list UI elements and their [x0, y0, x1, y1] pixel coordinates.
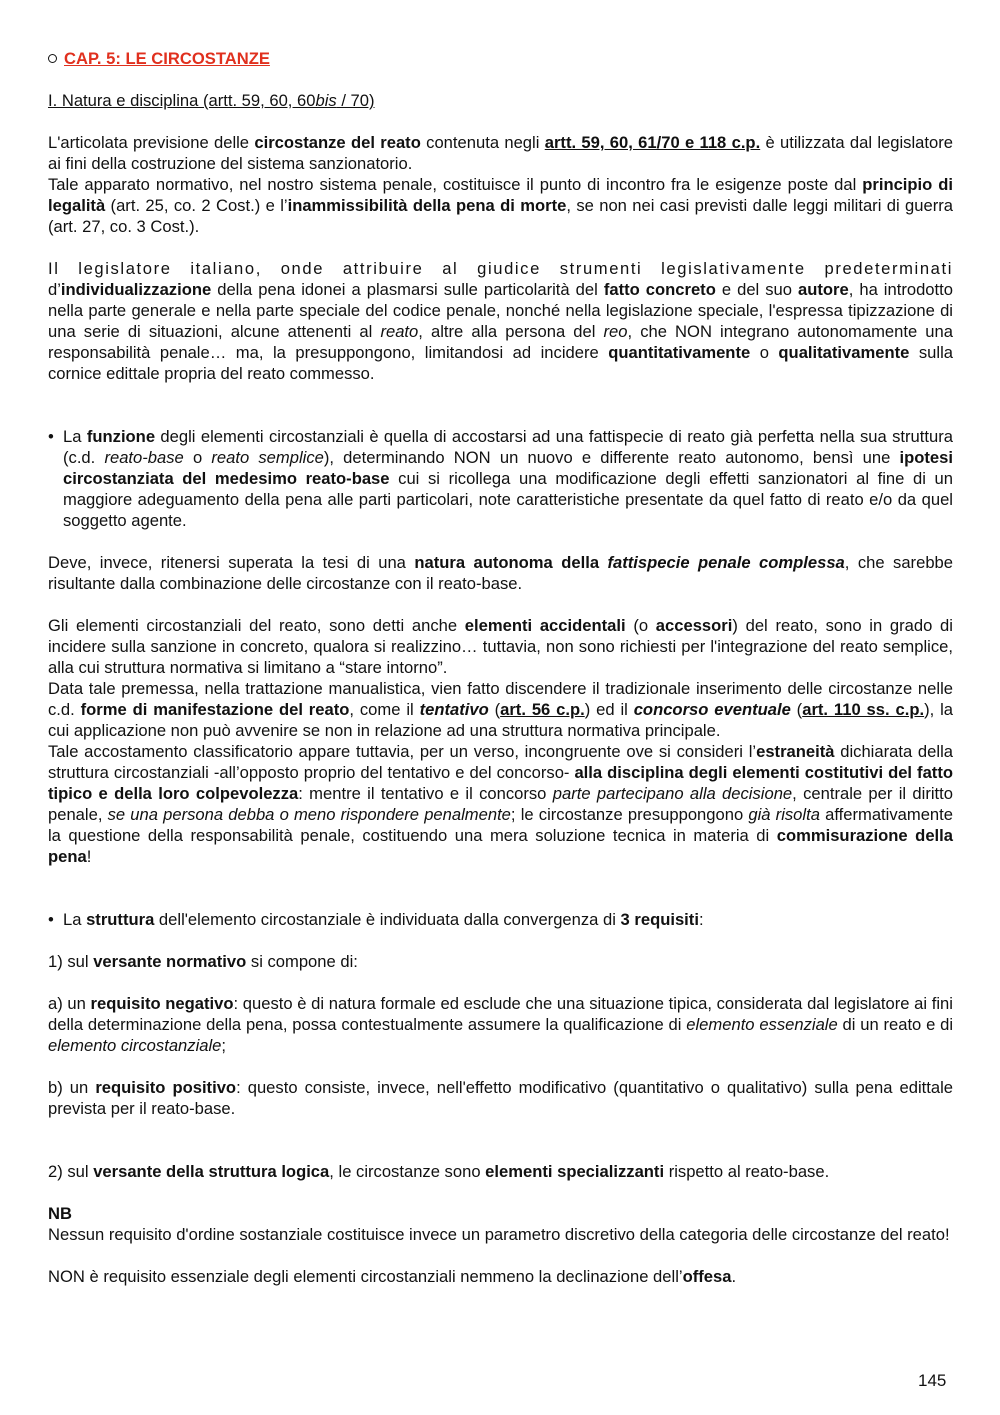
nb-label: NB	[48, 1204, 72, 1223]
paragraph-1: L'articolata previsione delle circostanze del reato contenuta negli artt. 59, 60, 61/70 e 118 c.p. è utilizzata dal legislatore ai fini della costruzione del sistema sanzionatorio.	[48, 133, 953, 173]
nb-text: Nessun requisito d'ordine sostanziale costituisce invece un parametro discretivo della categoria delle circostanze del reato!	[48, 1225, 950, 1244]
paragraph-13: 2) sul versante della struttura logica, le circostanze sono elementi specializzanti rispetto al reato-base.	[48, 1162, 830, 1181]
paragraph-8: Tale accostamento classificatorio appare tuttavia, per un verso, incongruente ove si consideri l’estraneità dichiarata della struttura circostanziali -all’opposto proprio del tentativo e del concorso- alla disciplina degli elementi costitutivi del fatto tipico e della loro colpevolezza: mentre il tentativo e il concorso parte partecipano alla decisione, centrale per il diritto penale, se una persona debba o meno rispondere penalmente; le circostanze presuppongono già risolta affermativamente la questione della responsabilità penale, costituendo una mera soluzione tecnica in materia di commisurazione della pena!	[48, 742, 953, 866]
bullet-dot: •	[48, 910, 54, 929]
circle-bullet-icon	[48, 54, 57, 63]
document-page	[48, 48, 953, 1287]
paragraph-10: 1) sul versante normativo si compone di:	[48, 952, 358, 971]
paragraph-11: a) un requisito negativo: questo è di natura formale ed esclude che una situazione tipica, considerata dal legislatore ai fini della determinazione della pena, possa contestualmente assumere la qualificazione di elemento essenziale di un reato e di elemento circostanziale;	[48, 994, 954, 1055]
page-number: 145	[918, 1371, 947, 1390]
bullet-struttura	[48, 909, 953, 930]
paragraph-9: La struttura dell'elemento circostanziale è individuata dalla convergenza di 3 requisiti:	[63, 910, 704, 929]
bullet-funzione	[48, 426, 953, 531]
paragraph-12: b) un requisito positivo: questo consiste, invece, nell'effetto modificativo (quantitativo o qualitativo) sulla pena edittale prevista per il reato-base.	[48, 1078, 953, 1118]
section-heading: I. Natura e disciplina (artt. 59, 60, 60bis / 70)	[48, 91, 375, 110]
paragraph-14: NON è requisito essenziale degli elementi circostanziali nemmeno la declinazione dell’offesa.	[48, 1267, 737, 1286]
chapter-title: CAP. 5: LE CIRCOSTANZE	[64, 49, 270, 68]
paragraph-3-first-line: Il legislatore italiano, onde attribuire al giudice strumenti legislativamente predeterminati	[48, 259, 953, 278]
paragraph-3: d’individualizzazione della pena idonei a plasmarsi sulle particolarità del fatto concreto e del suo autore, ha introdotto nella parte generale e nella parte speciale del codice penale, nonché nella legislazione speciale, l'espressa tipizzazione di una serie di situazioni, alcune attenenti al reato, altre alla persona del reo, che NON integrano autonomamente una responsabilità penale… ma, la presuppongono, limitandosi ad incidere quantitativamente o qualitativamente sulla cornice edittale propria del reato commesso.	[48, 280, 953, 383]
paragraph-7: Data tale premessa, nella trattazione manualistica, vien fatto discendere il tradizionale inserimento delle circostanze nelle c.d. forme di manifestazione del reato, come il tentativo (art. 56 c.p.) ed il concorso eventuale (art. 110 ss. c.p.), la cui applicazione non può avvenire se non in relazione ad una struttura normativa principale.	[48, 679, 953, 740]
paragraph-2: Tale apparato normativo, nel nostro sistema penale, costituisce il punto di incontro fra le esigenze poste dal principio di legalità (art. 25, co. 2 Cost.) e l’inammissibilità della pena di morte, se non nei casi previsti dalle leggi militari di guerra (art. 27, co. 3 Cost.).	[48, 175, 954, 236]
chapter-heading	[48, 48, 953, 69]
bullet-dot: •	[48, 427, 54, 446]
paragraph-4: La funzione degli elementi circostanziali è quella di accostarsi ad una fattispecie di reato già perfetta nella sua struttura (c.d. reato-base o reato semplice), determinando NON un nuovo e differente reato autonomo, bensì une ipotesi circostanziata del medesimo reato-base cui si ricollega una modificazione degli effetti sanzionatori al fine di un maggiore adeguamento della pena alle parti particolari, note caratteristiche presentate da quel fatto di reato e/o da quel soggetto agente.	[63, 427, 954, 530]
paragraph-6: Gli elementi circostanziali del reato, sono detti anche elementi accidentali (o accessori) del reato, sono in grado di incidere sulla sanzione in concreto, qualora si realizzino… tuttavia, non sono richiesti per l'integrazione del reato semplice, alla cui struttura normativa si limitano a “stare intorno”.	[48, 616, 953, 677]
paragraph-5: Deve, invece, ritenersi superata la tesi di una natura autonoma della fattispecie penale complessa, che sarebbe risultante dalla combinazione delle circostanze con il reato-base.	[48, 553, 954, 593]
